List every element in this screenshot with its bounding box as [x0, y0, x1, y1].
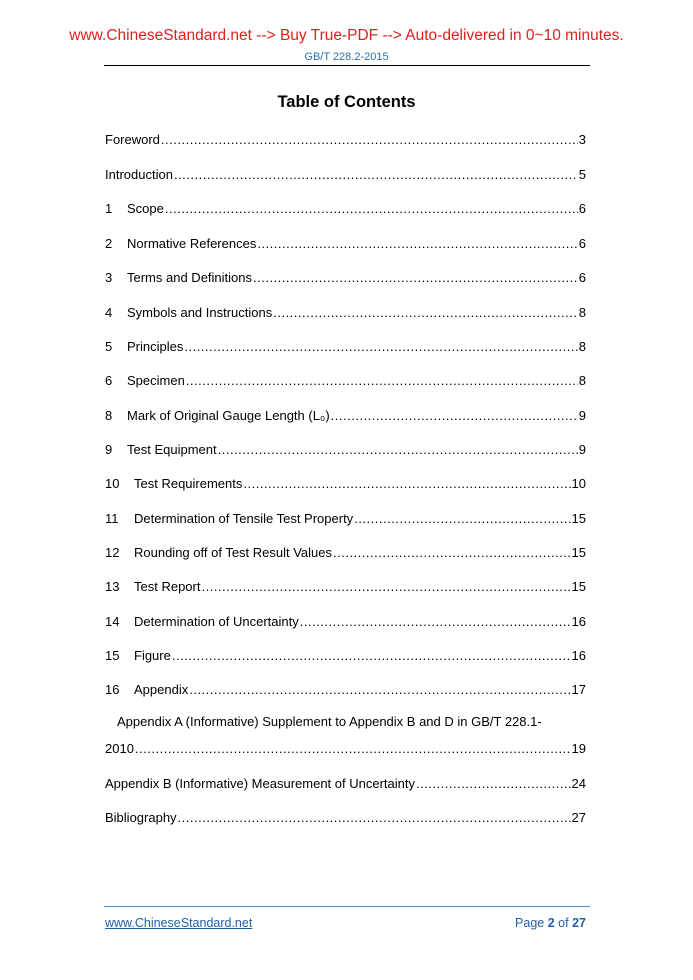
toc-entry-number: 14 [105, 614, 120, 629]
toc-entry-page: 15 [571, 511, 586, 526]
toc-entry-title: 2010 [105, 741, 134, 756]
toc-entry-page: 24 [571, 776, 586, 791]
toc-leader-dots [186, 372, 578, 390]
toc-entry[interactable] [105, 681, 586, 699]
toc-entry-number: 10 [105, 476, 120, 491]
toc-entry-number: 11 [105, 511, 119, 526]
toc-entry-title: Figure [134, 648, 171, 663]
toc-entry-title: Introduction [105, 167, 173, 182]
toc-entry-number: 6 [105, 373, 113, 388]
toc-entry-bibliography[interactable] [105, 809, 586, 827]
toc-entry[interactable] [105, 613, 586, 631]
toc-entry[interactable] [105, 200, 586, 218]
toc-entry-number: 1 [105, 201, 113, 216]
toc-leader-dots [184, 338, 577, 356]
toc-entry-page: 15 [571, 579, 586, 594]
toc-entry-title: Appendix [134, 682, 189, 697]
toc-leader-dots [201, 578, 570, 596]
toc-leader-dots [333, 544, 571, 562]
toc-entry[interactable] [105, 475, 586, 493]
page-indicator [515, 916, 586, 930]
toc-entry[interactable] [105, 441, 586, 459]
toc-entry-page: 17 [571, 682, 586, 697]
toc-leader-dots [172, 647, 571, 665]
toc-entry-page: 16 [571, 614, 586, 629]
toc-entry-page: 8 [578, 339, 586, 354]
toc-entry-number: 16 [105, 682, 120, 697]
toc-entry[interactable] [105, 510, 586, 528]
toc-leader-dots [331, 407, 578, 425]
toc-entry-page: 16 [571, 648, 586, 663]
toc-entry-title: Test Requirements [134, 476, 243, 491]
toc-entry[interactable] [105, 338, 586, 356]
toc-entry-number: 5 [105, 339, 113, 354]
toc-entry-number: 9 [105, 442, 113, 457]
toc-entry-page: 9 [578, 442, 586, 457]
toc-entry-appendix-a-line2[interactable] [105, 740, 586, 758]
toc-leader-dots [135, 740, 571, 758]
toc-entry-title: Mark of Original Gauge Length (L₀) [127, 408, 330, 423]
toc-entry-page: 6 [578, 201, 586, 216]
toc-entry-number: 15 [105, 648, 120, 663]
toc-leader-dots [189, 681, 570, 699]
toc-entry[interactable] [105, 578, 586, 596]
toc-entry-page: 6 [578, 270, 586, 285]
toc-entry-title: Normative References [127, 236, 257, 251]
toc-entry-appendix-a-line1[interactable]: Appendix A (Informative) Supplement to Appendix B and D in GB/T 228.1- [117, 714, 542, 729]
toc-leader-dots [300, 613, 571, 631]
toc-leader-dots [273, 304, 578, 322]
toc-entry-number: 2 [105, 236, 113, 251]
toc-entry[interactable] [105, 647, 586, 665]
toc-entry-title: Determination of Uncertainty [134, 614, 299, 629]
promo-banner[interactable]: www.ChineseStandard.net --> Buy True-PDF --> Auto-delivered in 0~10 minutes. [69, 27, 624, 44]
toc-entry[interactable] [105, 372, 586, 390]
toc-leader-dots [253, 269, 578, 287]
toc-leader-dots [354, 510, 570, 528]
toc-leader-dots [165, 200, 578, 218]
toc-entry-number: 8 [105, 408, 113, 423]
toc-leader-dots [243, 475, 570, 493]
toc-entry[interactable] [105, 131, 586, 149]
toc-entry-title: Determination of Tensile Test Property [134, 511, 354, 526]
page-label: Page [515, 916, 545, 930]
total-pages: 27 [572, 916, 586, 930]
toc-entry-page: 5 [578, 167, 586, 182]
toc-entry-title: Appendix B (Informative) Measurement of Uncertainty [105, 776, 415, 791]
toc-entry-appendix-b[interactable] [105, 775, 586, 793]
standard-number: GB/T 228.2-2015 [304, 51, 389, 63]
toc-entry[interactable] [105, 166, 586, 184]
toc-entry-number: 3 [105, 270, 113, 285]
toc-entry-title: Test Equipment [127, 442, 217, 457]
toc-entry-page: 8 [578, 373, 586, 388]
toc-entry-title: Bibliography [105, 810, 177, 825]
toc-entry-title: Rounding off of Test Result Values [134, 545, 333, 560]
current-page: 2 [547, 916, 555, 930]
toc-entry-page: 19 [571, 741, 586, 756]
toc-entry-page: 10 [571, 476, 586, 491]
toc-leader-dots [218, 441, 578, 459]
toc-entry-title: Principles [127, 339, 184, 354]
header-rule [104, 65, 590, 66]
toc-leader-dots [161, 131, 578, 149]
toc-entry-title: Symbols and Instructions [127, 305, 273, 320]
toc-entry[interactable] [105, 304, 586, 322]
toc-entry[interactable] [105, 235, 586, 253]
toc-entry-number: 12 [105, 545, 120, 560]
toc-entry-title: Foreword [105, 132, 160, 147]
toc-entry-page: 8 [578, 305, 586, 320]
toc-leader-dots [174, 166, 578, 184]
toc-leader-dots [178, 809, 571, 827]
toc-leader-dots [257, 235, 577, 253]
toc-entry-page: 9 [578, 408, 586, 423]
toc-entry-title: Scope [127, 201, 164, 216]
footer-rule [104, 906, 590, 907]
page-title: Table of Contents [277, 93, 416, 111]
toc-leader-dots [416, 775, 571, 793]
toc-entry[interactable] [105, 269, 586, 287]
page-of: of [558, 916, 569, 930]
toc-entry-page: 3 [578, 132, 586, 147]
toc-entry[interactable] [105, 407, 586, 425]
toc-entry-page: 6 [578, 236, 586, 251]
toc-entry-title: Specimen [127, 373, 185, 388]
toc-entry-page: 27 [571, 810, 586, 825]
toc-entry-title: Terms and Definitions [127, 270, 252, 285]
toc-entry-title: Test Report [134, 579, 201, 594]
toc-entry-number: 4 [105, 305, 113, 320]
footer-website-link[interactable]: www.ChineseStandard.net [105, 916, 253, 930]
toc-entry-page: 15 [571, 545, 586, 560]
toc-entry-number: 13 [105, 579, 120, 594]
toc-entry[interactable] [105, 544, 586, 562]
